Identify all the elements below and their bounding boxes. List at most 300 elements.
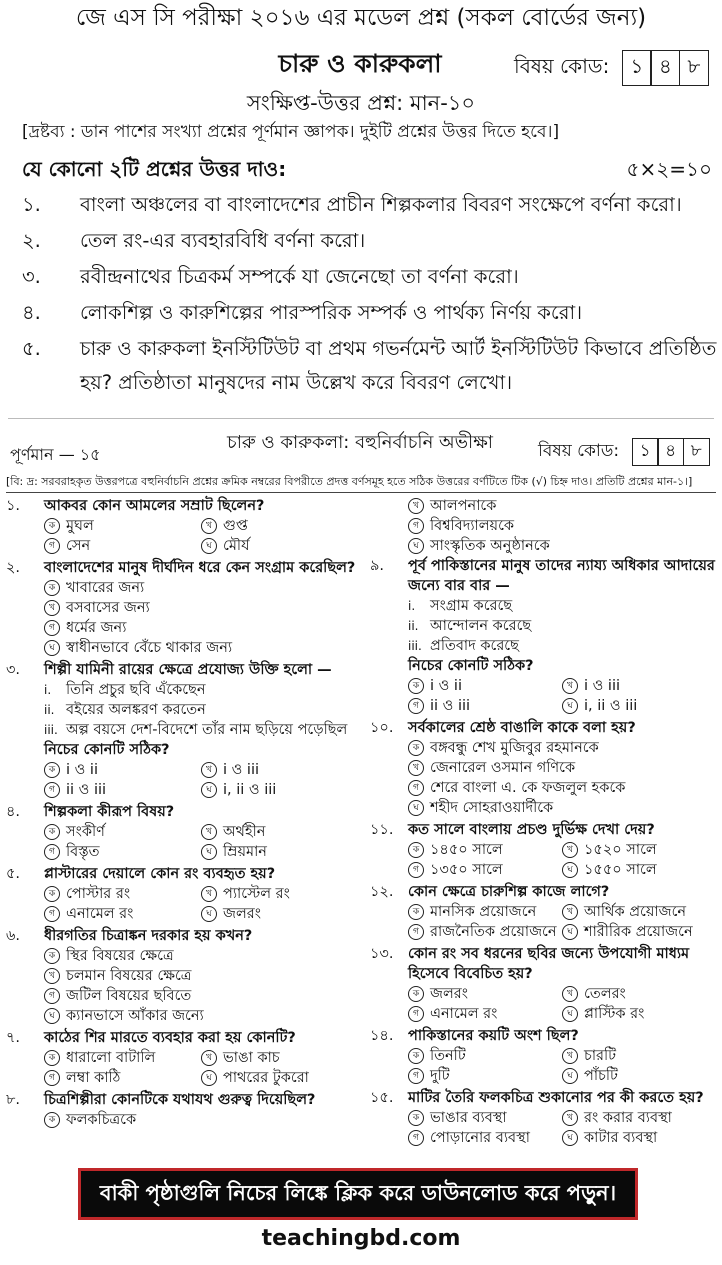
- answer-option: [408, 984, 562, 1004]
- option-letter-circle: ঘ: [44, 640, 60, 656]
- question-text: রবীন্দ্রনাথের চিত্রকর্ম সম্পর্কে যা জেনেছো তা বর্ণনা করো।: [80, 265, 519, 288]
- option-letter-circle: ক: [408, 1110, 424, 1126]
- option-letter-circle: ঘ: [562, 698, 578, 714]
- answer-option: [408, 1066, 562, 1086]
- option-text: ১৫২০ সালে: [584, 842, 657, 858]
- option-letter-circle: ক: [408, 986, 424, 1002]
- short-instruction: যে কোনো ২টি প্রশ্নের উত্তর দাও:: [22, 157, 287, 181]
- option-text: i ও iii: [223, 762, 260, 778]
- mcq-question: [370, 718, 716, 818]
- mcq-title: চারু ও কারুকলা: বহুনির্বাচনি অভীক্ষা: [227, 432, 493, 453]
- question-text: বাংলাদেশের মানুষ দীর্ঘদিন ধরে কেন সংগ্রাম করেছিল?: [44, 560, 356, 576]
- answer-option: [44, 1110, 358, 1130]
- option-letter-circle: গ: [44, 782, 60, 798]
- statement-numeral: ii.: [408, 619, 419, 633]
- statement-list: [370, 596, 716, 656]
- option-text: সংকীর্ণ: [66, 824, 105, 840]
- question-number: ৩.: [22, 265, 41, 288]
- answer-option: [201, 904, 358, 924]
- code-digit: ১: [622, 50, 652, 86]
- option-text: আর্থিক প্রয়োজনে: [584, 904, 687, 920]
- short-question-list: [22, 188, 717, 402]
- option-letter-circle: গ: [44, 1070, 60, 1086]
- answer-option: [408, 840, 562, 860]
- option-text: শহীদ সোহরাওয়ার্দীকে: [430, 800, 554, 816]
- statement-text: আন্দোলন করেছে: [430, 618, 532, 634]
- answer-option: [44, 516, 201, 536]
- option-letter-circle: ক: [44, 1112, 60, 1128]
- answer-option: [44, 780, 201, 800]
- question-number: ৮.: [6, 1092, 21, 1108]
- option-text: আলপনাকে: [430, 498, 497, 514]
- statement-text: সংগ্রাম করেছে: [430, 598, 513, 614]
- answer-option: [201, 842, 358, 862]
- option-letter-circle: খ: [562, 1048, 578, 1064]
- option-letter-circle: ঘ: [562, 1068, 578, 1084]
- question-number: ১৪.: [370, 1028, 394, 1044]
- option-letter-circle: ঘ: [201, 782, 217, 798]
- answer-option: [562, 860, 716, 880]
- question-text: মাটির তৈরি ফলকচিত্র শুকানোর পর কী করতে হয়?: [408, 1090, 704, 1106]
- question-text: কাঠের শির মারতে ব্যবহার করা হয় কোনটি?: [44, 1030, 296, 1046]
- option-text: i, ii ও iii: [223, 782, 277, 798]
- option-letter-circle: গ: [44, 988, 60, 1004]
- question-text: বাংলা অঞ্চলের বা বাংলাদেশের প্রাচীন শিল্পকলার বিবরণ সংক্ষেপে বর্ণনা করো।: [80, 193, 682, 216]
- statement: [44, 680, 358, 700]
- mcq-question: [370, 820, 716, 880]
- sub-question: নিচের কোনটি সঠিক?: [408, 658, 534, 674]
- option-letter-circle: খ: [201, 518, 217, 534]
- statement-numeral: ii.: [44, 703, 55, 717]
- mcq-question: [6, 926, 358, 1026]
- question-text: প্লাস্টারের দেয়ালে কোন রং ব্যবহৃত হয়?: [44, 866, 276, 882]
- statement-numeral: iii.: [408, 639, 422, 653]
- option-letter-circle: ঘ: [201, 538, 217, 554]
- option-letter-circle: গ: [408, 1006, 424, 1022]
- answer-option: [44, 986, 358, 1006]
- statement-numeral: iii.: [44, 723, 58, 737]
- answer-option: [201, 884, 358, 904]
- question-number: ৩.: [6, 662, 21, 678]
- answer-option: [44, 884, 201, 904]
- question-number: ১.: [22, 193, 41, 216]
- option-letter-circle: খ: [562, 904, 578, 920]
- question-stem: [370, 1088, 716, 1108]
- answer-option: [408, 1004, 562, 1024]
- answer-option: [201, 822, 358, 842]
- question-stem: [6, 864, 358, 884]
- option-text: দুটি: [430, 1068, 450, 1084]
- option-text: এনামেল রং: [66, 906, 134, 922]
- mcq-full-marks: পূর্ণমান — ১৫: [10, 445, 101, 464]
- mcq-right-column: [370, 496, 716, 1150]
- option-text: ii ও iii: [66, 782, 107, 798]
- answer-option: [201, 760, 358, 780]
- question-number: ১২.: [370, 884, 394, 900]
- answer-option: [562, 1046, 716, 1066]
- option-text: জলরং: [430, 986, 468, 1002]
- option-letter-circle: খ: [562, 678, 578, 694]
- option-text: লম্বা কাঠি: [66, 1070, 121, 1086]
- option-text: i ও ii: [430, 678, 462, 694]
- mcq-separator: [6, 492, 716, 493]
- option-list: [370, 984, 716, 1024]
- option-text: রং করার ব্যবস্থা: [584, 1110, 672, 1126]
- option-list: [370, 1108, 716, 1148]
- question-number: ২.: [6, 560, 21, 576]
- statement-numeral: i.: [408, 599, 416, 613]
- statement-text: বইয়ের অলঙ্করণ করতেন: [66, 702, 206, 718]
- option-text: স্থির বিষয়ের ক্ষেত্রে: [66, 948, 174, 964]
- answer-option: [408, 758, 716, 778]
- subject-title: চারু ও কারুকলা: [278, 49, 442, 78]
- option-letter-circle: গ: [44, 538, 60, 554]
- statement: [44, 720, 358, 740]
- option-text: ভাঙার ব্যবস্থা: [430, 1110, 507, 1126]
- option-letter-circle: খ: [44, 968, 60, 984]
- option-text: বসবাসের জন্য: [66, 600, 150, 616]
- option-text: খাবারের জন্য: [66, 580, 145, 596]
- option-letter-circle: গ: [44, 906, 60, 922]
- option-letter-circle: গ: [408, 1068, 424, 1084]
- option-text: ফলকচিত্রকে: [66, 1112, 137, 1128]
- answer-option: [562, 696, 716, 716]
- question-number: ৭.: [6, 1030, 21, 1046]
- question-text: কোন ক্ষেত্রে চারুশিল্প কাজে লাগে?: [408, 884, 610, 900]
- question-stem: [370, 944, 716, 984]
- mcq-question: [6, 802, 358, 862]
- code-digit: ৮: [679, 50, 709, 86]
- short-marks: ৫×২=১০: [626, 157, 712, 181]
- statement: [44, 700, 358, 720]
- short-section-note: [দ্রষ্টব্য : ডান পাশের সংখ্যা প্রশ্নের পূর্ণমান জ্ঞাপক। দুইটি প্রশ্নের উত্তর দিতে হবে।]: [22, 122, 560, 142]
- option-letter-circle: ক: [408, 904, 424, 920]
- mcq-question: [6, 864, 358, 924]
- code-digit: ১: [632, 438, 659, 466]
- subject-code-label: বিষয় কোড:: [514, 53, 610, 78]
- question-text: লোকশিল্প ও কারুশিল্পের পারস্পরিক সম্পর্ক ও পার্থক্য নির্ণয় করো।: [80, 301, 583, 324]
- question-number: ১.: [6, 498, 21, 514]
- mcq-left-column: [6, 496, 358, 1132]
- answer-option: [408, 1046, 562, 1066]
- option-text: চারটি: [584, 1048, 617, 1064]
- option-letter-circle: খ: [408, 498, 424, 514]
- question-number: ৫.: [22, 337, 41, 360]
- option-text: পাঁচটি: [584, 1068, 618, 1084]
- option-text: অর্থহীন: [223, 824, 266, 840]
- option-letter-circle: খ: [201, 824, 217, 840]
- question-number: ২.: [22, 229, 41, 252]
- option-text: জেনারেল ওসমান গণিকে: [430, 760, 576, 776]
- answer-option: [44, 842, 201, 862]
- option-letter-circle: ঘ: [408, 800, 424, 816]
- question-number: ১৩.: [370, 946, 394, 962]
- question-number: ৯.: [370, 558, 385, 574]
- option-text: বিস্তৃত: [66, 844, 100, 860]
- option-letter-circle: গ: [44, 844, 60, 860]
- option-letter-circle: ঘ: [562, 1006, 578, 1022]
- option-list: [6, 1110, 358, 1130]
- option-letter-circle: ঘ: [201, 1070, 217, 1086]
- statement-text: অল্প বয়সে দেশ-বিদেশে তাঁর নাম ছড়িয়ে পড়েছিল: [66, 722, 348, 738]
- mcq-question: [6, 660, 358, 800]
- site-name[interactable]: teachingbd.com: [261, 1226, 461, 1251]
- question-stem: [6, 660, 358, 680]
- code-digit: ৪: [650, 50, 680, 86]
- exam-title: জে এস সি পরীক্ষা ২০১৬ এর মডেল প্রশ্ন (সকল বোর্ডের জন্য): [75, 5, 647, 31]
- download-banner-text[interactable]: বাকী পৃষ্ঠাগুলি নিচের লিঙ্কে ক্লিক করে ডাউনলোড করে পড়ুন।: [99, 1180, 617, 1205]
- answer-option: [44, 598, 358, 618]
- question-text: তেল রং-এর ব্যবহারবিধি বর্ণনা করো।: [80, 229, 366, 252]
- option-text: সেন: [66, 538, 91, 554]
- question-number: ৫.: [6, 866, 21, 882]
- answer-option: [44, 822, 201, 842]
- question-stem: [6, 1090, 358, 1110]
- option-text: এনামেল রং: [430, 1006, 498, 1022]
- question-stem: [370, 882, 716, 902]
- option-text: মানসিক প্রয়োজনে: [430, 904, 537, 920]
- answer-option: [562, 902, 716, 922]
- question-text: সর্বকালের শ্রেষ্ঠ বাঙালি কাকে বলা হয়?: [408, 720, 636, 736]
- question-stem: [370, 1026, 716, 1046]
- option-letter-circle: ঘ: [562, 924, 578, 940]
- statement-text: তিনি প্রচুর ছবি এঁকেছেন: [66, 682, 206, 698]
- option-letter-circle: ঘ: [408, 538, 424, 554]
- answer-option: [408, 860, 562, 880]
- option-text: পোস্টার রং: [66, 886, 131, 902]
- option-text: i ও iii: [584, 678, 621, 694]
- option-letter-circle: ক: [44, 518, 60, 534]
- subject-code-top: [514, 50, 709, 86]
- option-letter-circle: ঘ: [44, 1008, 60, 1024]
- question-text: আকবর কোন আমলের সম্রাট ছিলেন?: [44, 498, 265, 514]
- question-stem: [6, 926, 358, 946]
- answer-option: [408, 496, 716, 516]
- option-letter-circle: ঘ: [201, 844, 217, 860]
- mcq-note: [বি: দ্র: সরবরাহকৃত উত্তরপত্রে বহুনির্বাচনি প্রশ্নের ক্রমিক নম্বরের বিপরীতে প্রদত্ত বর্ণসমূহ হতে সঠিক উত্তরের বর্ণটিতে টিক (√) চিহ্ন দাও। প্রতিটি প্রশ্নের মান-১।]: [6, 475, 693, 488]
- answer-option: [44, 904, 201, 924]
- option-text: ক্যানভাসে আঁকার জন্যে: [66, 1008, 204, 1024]
- short-question: [22, 260, 717, 294]
- option-letter-circle: খ: [562, 842, 578, 858]
- option-text: পাথরের টুকরো: [223, 1070, 309, 1086]
- answer-option: [408, 536, 716, 556]
- answer-option: [562, 922, 716, 942]
- option-text: রাজনৈতিক প্রয়োজনে: [430, 924, 557, 940]
- mcq-question: [6, 1028, 358, 1088]
- sub-question: নিচের কোনটি সঠিক?: [44, 742, 170, 758]
- question-text: পাকিস্তানের কয়টি অংশ ছিল?: [408, 1028, 579, 1044]
- option-letter-circle: খ: [408, 760, 424, 776]
- answer-option: [562, 840, 716, 860]
- answer-option: [562, 1128, 716, 1148]
- option-text: জলরং: [223, 906, 261, 922]
- option-text: ম্রিয়মান: [223, 844, 267, 860]
- statement: [408, 636, 716, 656]
- answer-option: [44, 946, 358, 966]
- option-text: ii ও iii: [430, 698, 471, 714]
- option-text: সাংস্কৃতিক অনুষ্ঠানকে: [430, 538, 550, 554]
- question-number: ৪.: [6, 804, 21, 820]
- option-letter-circle: ঘ: [562, 1130, 578, 1146]
- option-text: জটিল বিষয়ের ছবিতে: [66, 988, 192, 1004]
- answer-option: [44, 536, 201, 556]
- subject-code-label: বিষয় কোড:: [538, 441, 620, 461]
- option-text: চলমান বিষয়ের ক্ষেত্রে: [66, 968, 192, 984]
- option-letter-circle: গ: [408, 698, 424, 714]
- option-text: পোড়ানোর ব্যবস্থা: [430, 1130, 530, 1146]
- option-letter-circle: খ: [562, 1110, 578, 1126]
- option-text: বঙ্গবন্ধু শেখ মুজিবুর রহমানকে: [430, 740, 599, 756]
- option-letter-circle: গ: [408, 924, 424, 940]
- continued-option-list: [370, 496, 716, 556]
- option-text: শেরে বাংলা এ. কে ফজলুল হককে: [430, 780, 626, 796]
- option-text: ১৪৫০ সালে: [430, 842, 503, 858]
- question-text: শিল্পী যামিনী রায়ের ক্ষেত্রে প্রযোজ্য উক্তি হলো —: [44, 662, 332, 678]
- answer-option: [408, 738, 716, 758]
- question-text: ধীরগতির চিত্রাঙ্কন দরকার হয় কখন?: [44, 928, 253, 944]
- option-text: ধর্মের জন্য: [66, 620, 127, 636]
- option-letter-circle: ক: [408, 842, 424, 858]
- short-instruction-row: [22, 155, 712, 188]
- statement: [408, 616, 716, 636]
- answer-option: [44, 1006, 358, 1026]
- question-stem: [370, 718, 716, 738]
- option-list: [6, 1048, 358, 1088]
- answer-option: [408, 1128, 562, 1148]
- answer-option: [562, 1066, 716, 1086]
- option-text: স্বাধীনভাবে বেঁচে থাকার জন্য: [66, 640, 233, 656]
- answer-option: [201, 780, 358, 800]
- option-text: ১৫৫০ সালে: [584, 862, 657, 878]
- option-text: ধারালো বাটালি: [66, 1050, 156, 1066]
- option-letter-circle: ক: [44, 948, 60, 964]
- option-letter-circle: ক: [44, 580, 60, 596]
- answer-option: [408, 1108, 562, 1128]
- option-text: গুপ্ত: [223, 518, 248, 534]
- option-list: [370, 840, 716, 880]
- question-number: ১১.: [370, 822, 394, 838]
- question-text: কোন রং সব ধরনের ছবির জন্যে উপযোগী মাধ্যম হিসেবে বিবেচিত হয়?: [408, 946, 690, 982]
- answer-option: [408, 676, 562, 696]
- option-text: i, ii ও iii: [584, 698, 638, 714]
- statement-list: [6, 680, 358, 740]
- short-question: [22, 332, 717, 400]
- option-letter-circle: গ: [408, 1130, 424, 1146]
- short-section-title: সংক্ষিপ্ত-উত্তর প্রশ্ন: মান-১০: [246, 91, 476, 115]
- short-question: [22, 188, 717, 222]
- option-text: প্যাস্টেল রং: [223, 886, 290, 902]
- question-stem: [6, 1028, 358, 1048]
- answer-option: [201, 516, 358, 536]
- option-letter-circle: খ: [201, 1050, 217, 1066]
- mcq-question: [370, 1088, 716, 1148]
- option-letter-circle: খ: [562, 986, 578, 1002]
- mcq-question: [6, 558, 358, 658]
- question-number: ৬.: [6, 928, 21, 944]
- answer-option: [562, 676, 716, 696]
- question-stem: [370, 556, 716, 596]
- option-letter-circle: ক: [44, 762, 60, 778]
- option-list: [6, 760, 358, 800]
- code-digit: ৪: [657, 438, 684, 466]
- option-letter-circle: খ: [201, 762, 217, 778]
- option-letter-circle: খ: [44, 600, 60, 616]
- question-number: ৪.: [22, 301, 41, 324]
- option-letter-circle: গ: [44, 620, 60, 636]
- option-text: i ও ii: [66, 762, 98, 778]
- option-letter-circle: ক: [408, 678, 424, 694]
- answer-option: [44, 638, 358, 658]
- question-text: চারু ও কারুকলা ইনস্টিটিউট বা প্রথম গভর্নমেন্ট আর্ট ইনস্টিটিউট কিভাবে প্রতিষ্ঠিত হয়? প্রতিষ্ঠাতা মানুষদের নাম উল্লেখ করে বিবরণ লেখো।: [80, 337, 717, 394]
- question-text: চিত্রশিল্পীরা কোনটিকে যথাযথ গুরুত্ব দিয়েছিল?: [44, 1092, 316, 1108]
- answer-option: [562, 1004, 716, 1024]
- statement: [408, 596, 716, 616]
- answer-option: [44, 1048, 201, 1068]
- question-stem: [6, 802, 358, 822]
- mcq-question: [370, 556, 716, 716]
- answer-option: [408, 516, 716, 536]
- option-letter-circle: গ: [408, 518, 424, 534]
- option-list: [370, 1046, 716, 1086]
- option-letter-circle: ক: [408, 740, 424, 756]
- option-letter-circle: ঘ: [201, 906, 217, 922]
- download-banner[interactable]: [78, 1168, 638, 1220]
- option-text: কাটার ব্যবস্থা: [584, 1130, 658, 1146]
- answer-option: [408, 696, 562, 716]
- question-number: ১৫.: [370, 1090, 394, 1106]
- answer-option: [201, 536, 358, 556]
- short-question: [22, 224, 717, 258]
- answer-option: [44, 618, 358, 638]
- option-list: [6, 822, 358, 862]
- option-list: [6, 884, 358, 924]
- option-text: তিনটি: [430, 1048, 466, 1064]
- mcq-question: [6, 1090, 358, 1130]
- answer-option: [408, 922, 562, 942]
- question-text: পূর্ব পাকিস্তানের মানুষ তাদের ন্যায্য অধিকার আদায়ের জন্যে বার বার —: [408, 558, 715, 594]
- option-text: মৌর্য: [223, 538, 250, 554]
- option-list: [370, 738, 716, 818]
- option-text: বিশ্ববিদ্যালয়কে: [430, 518, 515, 534]
- option-letter-circle: ক: [44, 824, 60, 840]
- section-divider: [8, 418, 714, 419]
- code-digit: ৮: [683, 438, 710, 466]
- option-letter-circle: গ: [408, 780, 424, 796]
- option-letter-circle: গ: [408, 862, 424, 878]
- question-stem: [6, 496, 358, 516]
- option-letter-circle: ক: [408, 1048, 424, 1064]
- question-text: কত সালে বাংলায় প্রচণ্ড দুর্ভিক্ষ দেখা দেয়?: [408, 822, 655, 838]
- option-text: তেলরং: [584, 986, 626, 1002]
- option-list: [6, 516, 358, 556]
- question-stem: [370, 820, 716, 840]
- statement-numeral: i.: [44, 683, 52, 697]
- option-list: [6, 578, 358, 658]
- option-letter-circle: খ: [201, 886, 217, 902]
- option-text: শারীরিক প্রয়োজনে: [584, 924, 693, 940]
- answer-option: [44, 966, 358, 986]
- mcq-question: [370, 1026, 716, 1086]
- statement-text: প্রতিবাদ করেছে: [430, 638, 519, 654]
- answer-option: [408, 778, 716, 798]
- option-list: [370, 902, 716, 942]
- short-question: [22, 296, 717, 330]
- option-text: মুঘল: [66, 518, 94, 534]
- answer-option: [44, 760, 201, 780]
- answer-option: [408, 798, 716, 818]
- answer-option: [44, 578, 358, 598]
